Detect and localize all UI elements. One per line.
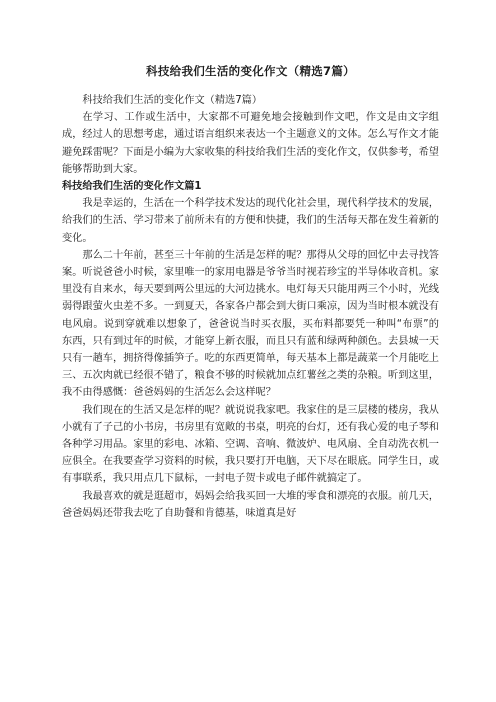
intro-title-line: 科技给我们生活的变化作文（精选7篇） [82, 95, 263, 106]
intro-paragraph: 在学习、工作或生活中，大家都不可避免地会接触到作文吧，作文是由文字组成，经过人的思想考虑，通过语言组织来表达一个主题意义的文体。怎么写作文才能避免踩雷呢？下面是小编为大家收集的科技给我们生活的变化作文，仅供参考，希望能够帮助到大家。 [62, 112, 439, 175]
body-paragraph-4: 我最喜欢的就是逛超市，妈妈会给我买回一大堆的零食和漂亮的衣服。前几天，爸爸妈妈还带我去吃了自助餐和肯德基，味道真是好 [62, 490, 439, 519]
body-paragraph-1: 我是幸运的，生活在一个科学技术发达的现代化社会里，现代科学技术的发展，给我们的生活、学习带来了前所未有的方便和快捷，我们的生活每天都在发生着新的变化。 [62, 198, 439, 244]
body-paragraph-3: 我们现在的生活又是怎样的呢？就说说我家吧。我家住的是三层楼的楼房，我从小就有了子己的小书房，书房里有宽敞的书桌，明亮的台灯，还有我心爱的电子琴和各种学习用品。家里的彩电、冰箱、空调、音响、微波炉、电风扇、全自动洗衣机一应俱全。在我要查学习资料的时候，我只要打开电脑，天下尽在眼底。同学生日，或有事联系，我只用点几下鼠标，一封电子贺卡或电子邮件就搞定了。 [62, 404, 439, 485]
document-title: 科技给我们生活的变化作文（精选7篇） [146, 64, 355, 78]
body-paragraph-2: 那么二十年前，甚至三十年前的生活是怎样的呢？那得从父母的回忆中去寻找答案。听说爸爸小时候，家里唯一的家用电器是爷爷当时视若珍宝的半导体收音机。家里没有自来水，每天要到两公里远的大河边挑水。电灯每天只能用两三个小时，光线弱得跟萤火虫差不多。一到夏天，各家各户都会到大街口乘凉，因为当时根本就没有电风扇。说到穿就难以想象了，爸爸说当时买衣服，买布料都要凭一种叫“布票”的东西，只有到过年的时候，才能穿上新衣服，而且只有蓝和绿两种颜色。去县城一天只有一趟车，拥挤得像插笋子。吃的东西更简单，每天基本上都是蔬菜一个月能吃上三、五次肉就已经很不错了，粮食不够的时候就加点红薯丝之类的杂粮。听到这里，我不由得感慨：爸爸妈妈的生活怎么会这样呢？ [62, 249, 439, 399]
section-heading: 科技给我们生活的变化作文篇1 [62, 181, 202, 193]
